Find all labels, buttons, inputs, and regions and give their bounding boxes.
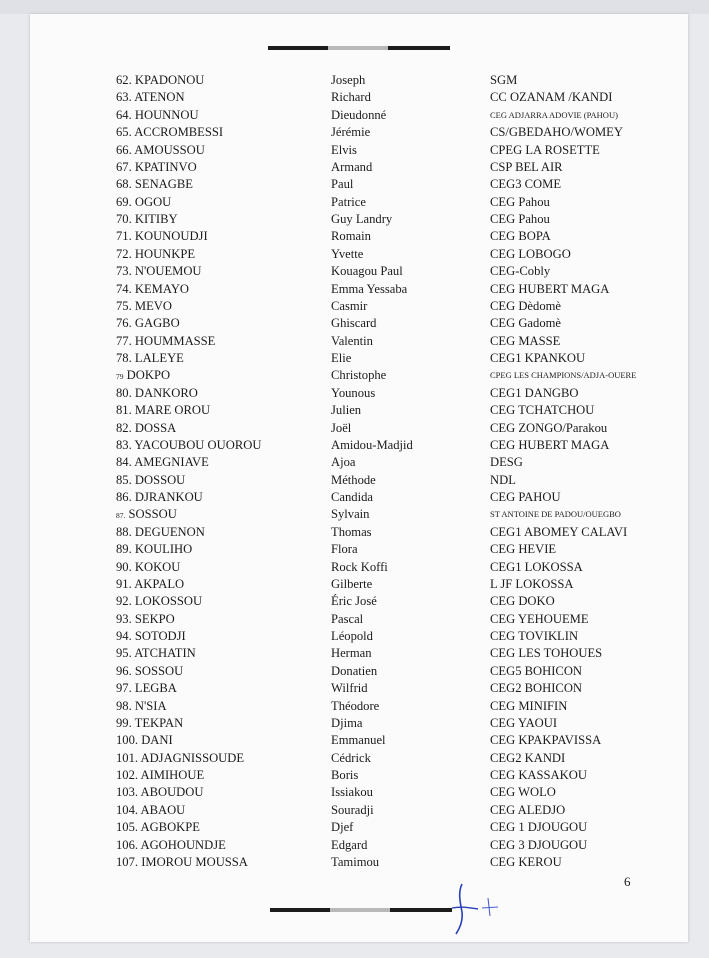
- participant-surname: 103. ABOUDOU: [116, 785, 204, 800]
- participant-school: CEG 1 DJOUGOU: [490, 820, 588, 835]
- list-item: [0, 680, 709, 697]
- list-item: [0, 541, 709, 558]
- participant-first-name: Romain: [331, 229, 371, 244]
- participant-surname: 62. KPADONOU: [116, 73, 205, 87]
- participant-surname: [116, 506, 177, 524]
- participant-school: CEG5 BOHICON: [490, 663, 583, 678]
- list-item: [0, 385, 709, 402]
- participant-school: CEG 3 DJOUGOU: [490, 837, 588, 852]
- participant-first-name: Casmir: [331, 298, 368, 313]
- participant-surname: 66. AMOUSSOU: [116, 142, 205, 157]
- participant-surname: 101. ADJAGNISSOUDE: [116, 750, 245, 765]
- participant-surname: 73. N'OUEMOU: [116, 264, 202, 279]
- list-item: [0, 246, 709, 263]
- participant-school: CEG ALEDJO: [490, 802, 566, 817]
- participant-surname: 99. TEKPAN: [116, 715, 184, 730]
- list-item: [0, 611, 709, 628]
- participant-first-name: Herman: [331, 646, 372, 661]
- participant-first-name: Méthode: [331, 472, 376, 487]
- participant-school: CEG1 ABOMEY CALAVI: [490, 524, 628, 539]
- participant-surname: 88. DEGUENON: [116, 524, 205, 539]
- participant-school: DESG: [490, 455, 523, 470]
- participant-first-name: Emma Yessaba: [331, 281, 408, 296]
- participant-school: CEG Dèdomè: [490, 298, 561, 313]
- participant-first-name: Dieudonné: [331, 107, 387, 122]
- participant-first-name: Thomas: [331, 524, 372, 539]
- participant-surname: 69. OGOU: [116, 194, 172, 209]
- list-item: [0, 367, 709, 384]
- participant-school: CC OZANAM /KANDI: [490, 90, 613, 105]
- participant-first-name: Amidou-Madjid: [331, 437, 413, 452]
- list-item: [0, 663, 709, 680]
- participant-school: CEG Gadomè: [490, 316, 561, 331]
- list-item: [0, 176, 709, 193]
- participant-school: CPEG LES CHAMPIONS/ADJA-OUERE: [490, 370, 637, 381]
- participant-first-name: Jérémie: [331, 125, 371, 140]
- participant-first-name: Cédrick: [331, 750, 371, 765]
- participant-school: CEG LOBOGO: [490, 246, 571, 261]
- participant-school: CEG MINIFIN: [490, 698, 568, 713]
- signature-mark: [448, 878, 508, 938]
- participant-surname: 90. KOKOU: [116, 559, 181, 574]
- participant-surname: 65. ACCROMBESSI: [116, 125, 224, 140]
- participant-school: CEG HEVIE: [490, 542, 557, 557]
- participant-school: CEG2 KANDI: [490, 750, 566, 765]
- participant-surname: 95. ATCHATIN: [116, 646, 196, 661]
- participant-surname: 82. DOSSA: [116, 420, 177, 435]
- participant-surname: 78. LALEYE: [116, 351, 184, 365]
- participant-surname: 104. ABAOU: [116, 802, 186, 817]
- participant-surname: 67. KPATINVO: [116, 159, 197, 174]
- participant-school: CEG3 COME: [490, 177, 562, 192]
- participant-first-name: Julien: [331, 403, 362, 418]
- list-item: [0, 228, 709, 245]
- surname-text: SOSSOU: [128, 507, 177, 522]
- participant-school: CEG1 KPANKOU: [490, 351, 586, 365]
- participant-first-name: Paul: [331, 177, 354, 192]
- participant-surname: 105. AGBOKPE: [116, 820, 200, 835]
- participant-first-name: Djima: [331, 715, 363, 730]
- list-item: [0, 576, 709, 593]
- participant-first-name: Valentin: [331, 333, 373, 348]
- participant-school: CEG ZONGO/Parakou: [490, 420, 608, 435]
- participant-school: CEG TOVIKLIN: [490, 629, 579, 643]
- participant-school: CEG BOPA: [490, 229, 551, 244]
- list-item: [0, 454, 709, 471]
- participant-surname: [116, 367, 170, 385]
- participant-first-name: Wilfrid: [331, 681, 368, 696]
- participant-surname: 71. KOUNOUDJI: [116, 229, 208, 244]
- list-item: [0, 420, 709, 437]
- participant-surname: 100. DANI: [116, 733, 173, 748]
- participant-school: CEG DOKO: [490, 594, 555, 609]
- participant-school: CEG2 BOHICON: [490, 681, 583, 696]
- participant-school: CEG HUBERT MAGA: [490, 437, 610, 452]
- row-number: 87.: [116, 511, 126, 521]
- participant-surname: 84. AMEGNIAVE: [116, 455, 209, 470]
- participant-first-name: Kouagou Paul: [331, 264, 403, 279]
- list-item: [0, 506, 709, 523]
- participant-first-name: Christophe: [331, 368, 387, 383]
- participant-first-name: Younous: [331, 385, 376, 400]
- list-item: [0, 767, 709, 784]
- participant-surname: 106. AGOHOUNDJE: [116, 837, 226, 852]
- participant-surname: 94. SOTODJI: [116, 629, 186, 643]
- list-item: [0, 559, 709, 576]
- participant-school: CEG KPAKPAVISSA: [490, 733, 602, 748]
- participant-first-name: Issiakou: [331, 785, 373, 800]
- participant-first-name: Boris: [331, 768, 359, 782]
- list-item: [0, 628, 709, 645]
- participant-surname: 97. LEGBA: [116, 681, 177, 696]
- participant-first-name: Candida: [331, 490, 373, 504]
- participant-school: CEG KASSAKOU: [490, 768, 587, 782]
- participant-school: CEG1 DANGBO: [490, 385, 579, 400]
- participant-first-name: Pascal: [331, 611, 364, 626]
- participant-surname: 76. GAGBO: [116, 316, 180, 331]
- list-item: [0, 524, 709, 541]
- participant-first-name: Éric José: [331, 594, 377, 609]
- participant-surname: 83. YACOUBOU OUOROU: [116, 437, 262, 452]
- participant-first-name: Donatien: [331, 663, 378, 678]
- participant-first-name: Souradji: [331, 802, 374, 817]
- participant-surname: 68. SENAGBE: [116, 177, 193, 192]
- participant-first-name: Yvette: [331, 246, 364, 261]
- list-item: [0, 402, 709, 419]
- participant-school: CPEG LA ROSETTE: [490, 142, 600, 157]
- participant-surname: 77. HOUMMASSE: [116, 333, 216, 348]
- participant-surname: 98. N'SIA: [116, 698, 167, 713]
- participant-surname: 81. MARE OROU: [116, 403, 211, 418]
- list-item: [0, 315, 709, 332]
- list-item: [0, 263, 709, 280]
- list-item: [0, 159, 709, 176]
- page-number: 6: [624, 874, 631, 889]
- list-item: [0, 107, 709, 124]
- participant-school: CEG HUBERT MAGA: [490, 281, 610, 296]
- participant-school: SGM: [490, 73, 518, 87]
- participant-first-name: Edgard: [331, 837, 368, 852]
- surname-text: DOKPO: [126, 368, 171, 383]
- row-number: 79: [116, 372, 124, 382]
- participant-school: CEG1 LOKOSSA: [490, 559, 583, 574]
- list-item: [0, 593, 709, 610]
- participant-surname: 64. HOUNNOU: [116, 107, 199, 122]
- participant-surname: 72. HOUNKPE: [116, 246, 196, 261]
- list-item: [0, 350, 709, 367]
- participant-first-name: Emmanuel: [331, 733, 386, 748]
- participant-first-name: Tamimou: [331, 854, 380, 869]
- participant-school: CEG Pahou: [490, 194, 550, 209]
- participant-school: CEG YAOUI: [490, 715, 558, 730]
- participant-first-name: Djef: [331, 820, 354, 835]
- participant-school: CEG ADJARRA ADOVIE (PAHOU): [490, 109, 618, 120]
- participant-school: L JF LOKOSSA: [490, 576, 574, 591]
- participant-school: CEG TCHATCHOU: [490, 403, 595, 418]
- participant-surname: 63. ATENON: [116, 90, 185, 105]
- participant-surname: 70. KITIBY: [116, 212, 178, 226]
- participant-school: CEG LES TOHOUES: [490, 646, 603, 661]
- participant-surname: 86. DJRANKOU: [116, 490, 203, 504]
- participant-first-name: Armand: [331, 159, 373, 174]
- participant-school: CEG PAHOU: [490, 490, 561, 504]
- participant-first-name: Guy Landry: [331, 212, 393, 226]
- participant-surname: 96. SOSSOU: [116, 663, 184, 678]
- participant-first-name: Sylvain: [331, 507, 370, 522]
- participant-school: CS/GBEDAHO/WOMEY: [490, 125, 623, 140]
- list-item: [0, 715, 709, 732]
- list-item: [0, 732, 709, 749]
- list-item: [0, 750, 709, 767]
- participant-school: CEG MASSE: [490, 333, 561, 348]
- list-item: [0, 72, 709, 89]
- list-item: [0, 837, 709, 854]
- participant-school: CEG KEROU: [490, 854, 562, 869]
- participant-first-name: Elie: [331, 351, 352, 365]
- participant-first-name: Rock Koffi: [331, 559, 388, 574]
- footer-rule: [270, 908, 452, 912]
- participant-school: CSP BEL AIR: [490, 159, 563, 174]
- page-background-strip: [0, 0, 709, 14]
- list-item: [0, 194, 709, 211]
- participant-surname: 91. AKPALO: [116, 576, 185, 591]
- list-item: [0, 854, 709, 871]
- list-item: [0, 298, 709, 315]
- participant-surname: 85. DOSSOU: [116, 472, 186, 487]
- participant-school: CEG YEHOUEME: [490, 611, 589, 626]
- participant-surname: 92. LOKOSSOU: [116, 594, 203, 609]
- participant-surname: 107. IMOROU MOUSSA: [116, 854, 248, 869]
- list-item: [0, 142, 709, 159]
- list-item: [0, 124, 709, 141]
- participant-list: [0, 72, 709, 871]
- list-item: [0, 698, 709, 715]
- participant-first-name: Elvis: [331, 142, 357, 157]
- participant-first-name: Théodore: [331, 698, 380, 713]
- participant-first-name: Gilberte: [331, 576, 373, 591]
- list-item: [0, 281, 709, 298]
- participant-school: NDL: [490, 472, 516, 487]
- header-rule: [268, 46, 450, 50]
- list-item: [0, 89, 709, 106]
- participant-surname: 93. SEKPO: [116, 611, 175, 626]
- list-item: [0, 333, 709, 350]
- list-item: [0, 472, 709, 489]
- participant-first-name: Joël: [331, 420, 352, 435]
- participant-surname: 74. KEMAYO: [116, 281, 190, 296]
- list-item: [0, 802, 709, 819]
- list-item: [0, 645, 709, 662]
- participant-school: ST ANTOINE DE PADOU/OUEGBO: [490, 509, 621, 520]
- list-item: [0, 784, 709, 801]
- participant-surname: 102. AIMIHOUE: [116, 768, 205, 782]
- list-item: [0, 437, 709, 454]
- participant-first-name: Richard: [331, 90, 371, 105]
- participant-school: CEG-Cobly: [490, 264, 551, 279]
- participant-surname: 89. KOULIHO: [116, 542, 193, 557]
- participant-first-name: Patrice: [331, 194, 366, 209]
- participant-first-name: Léopold: [331, 629, 373, 643]
- list-item: [0, 489, 709, 506]
- participant-first-name: Ajoa: [331, 455, 356, 470]
- participant-first-name: Joseph: [331, 73, 366, 87]
- participant-first-name: Ghiscard: [331, 316, 377, 331]
- participant-surname: 80. DANKORO: [116, 385, 198, 400]
- participant-school: CEG WOLO: [490, 785, 556, 800]
- list-item: [0, 211, 709, 228]
- participant-school: CEG Pahou: [490, 212, 550, 226]
- participant-surname: 75. MEVO: [116, 298, 172, 313]
- list-item: [0, 819, 709, 836]
- participant-first-name: Flora: [331, 542, 358, 557]
